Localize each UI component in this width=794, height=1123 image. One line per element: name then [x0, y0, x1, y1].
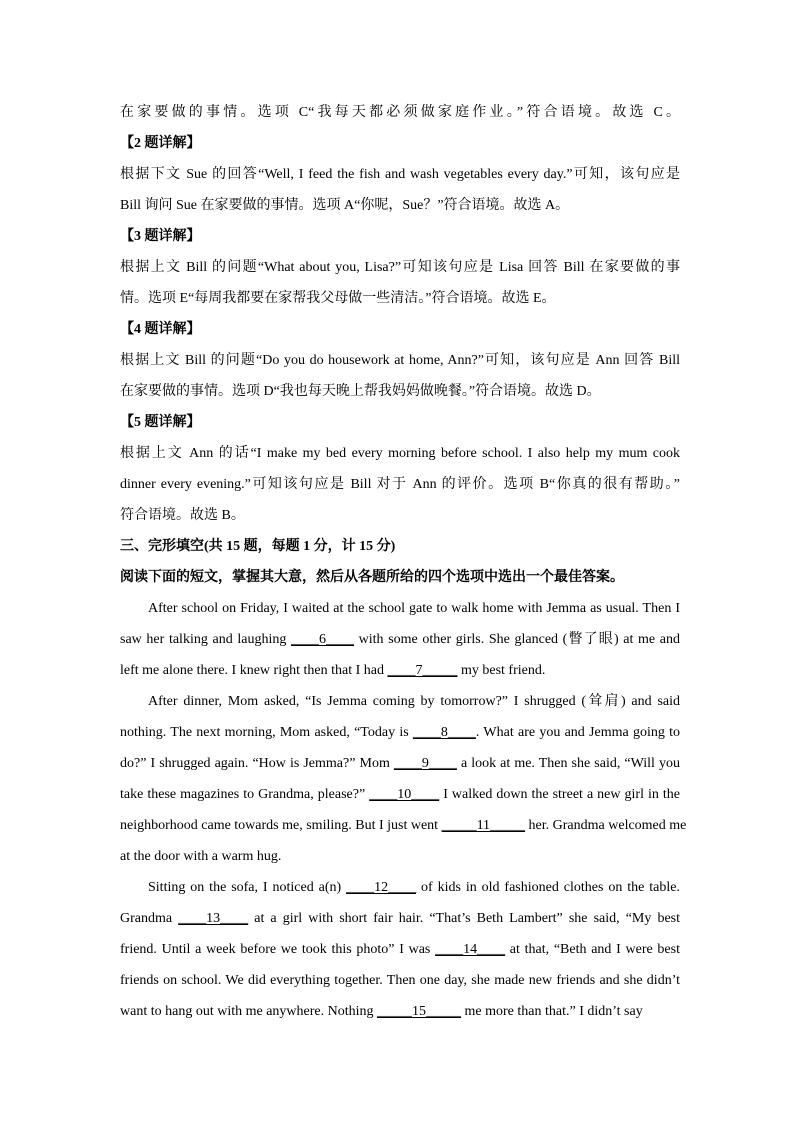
passage-text: me more than that.” I didn’t say: [461, 1004, 643, 1019]
blank-13: ____13____: [178, 911, 249, 926]
passage-text: my best friend.: [457, 663, 546, 678]
blank-11: _____11_____: [441, 818, 526, 833]
passage-line: [120, 810, 687, 841]
blank-10: ____10____: [369, 787, 440, 802]
question-heading: 【2 题详解】: [120, 136, 201, 151]
explanation-line: 根据上文 Bill 的问题“Do you do housework at home, Ann?”可知，该句应是 Ann 回答 Bill: [120, 353, 680, 368]
question-heading: 【3 题详解】: [120, 229, 201, 244]
explanation-line: dinner every evening.”可知该句应是 Bill 对于 Ann 的评价。选项 B“你真的很有帮助。”: [120, 477, 680, 492]
passage-line: [120, 655, 680, 686]
passage-line: [120, 748, 680, 779]
passage-line: [120, 624, 680, 655]
passage-line: [120, 779, 680, 810]
passage-text: left me alone there. I knew right then that I had: [120, 663, 388, 678]
page-content: [120, 97, 687, 1027]
passage-text: neighborhood came towards me, smiling. But I just went: [120, 818, 442, 833]
blank-6: ____6____: [291, 632, 354, 647]
passage-text: Sitting on the sofa, I noticed a(n): [148, 880, 347, 895]
passage-text: do?” I shrugged again. “How is Jemma?” Mom: [120, 756, 394, 771]
explanation-line: 根据下文 Sue 的回答“Well, I feed the fish and wash vegetables every day.”可知，该句应是: [120, 167, 680, 182]
explanation-line: 情。选项 E“每周我都要在家帮我父母做一些清洁。”符合语境。故选 E。: [120, 291, 556, 306]
passage-text: nothing. The next morning, Mom asked, “Today is: [120, 725, 413, 740]
passage-text: Grandma: [120, 911, 179, 926]
passage-text: a look at me. Then she said, “Will you: [456, 756, 680, 771]
blank-8: ____8____: [412, 725, 476, 740]
passage-line: [120, 996, 680, 1027]
passage-line: at the door with a warm hug.: [120, 849, 282, 864]
passage-line: After school on Friday, I waited at the school gate to walk home with Jemma as usual. Then I: [148, 601, 680, 616]
passage-text: want to hang out with me anywhere. Nothing: [120, 1004, 378, 1019]
section-title: 三、完形填空(共 15 题，每题 1 分，计 15 分): [120, 539, 396, 554]
question-heading: 【4 题详解】: [120, 322, 201, 337]
passage-line: [120, 934, 680, 965]
passage-line: friends on school. We did everything together. Then one day, she made new friends and she didn’t: [120, 973, 680, 988]
blank-15: _____15_____: [377, 1004, 462, 1019]
explanation-line: 在家要做的事情。选项 C“我每天都必须做家庭作业。”符合语境。故选 C。: [120, 105, 680, 120]
blank-9: ____9____: [393, 756, 457, 771]
blank-7: ____7_____: [387, 663, 458, 678]
passage-text: of kids in old fashioned clothes on the table.: [416, 880, 680, 895]
passage-text: saw her talking and laughing: [120, 632, 291, 647]
passage-text: her. Grandma welcomed me: [525, 818, 687, 833]
blank-14: ____14____: [435, 942, 506, 957]
passage-text: at a girl with short fair hair. “That’s Beth Lambert” she said, “My best: [248, 911, 681, 926]
explanation-line: 根据上文 Ann 的话“I make my bed every morning before school. I also help my mum cook: [120, 446, 680, 461]
passage-line: [120, 872, 680, 903]
explanation-line: 根据上文 Bill 的问题“What about you, Lisa?”可知该句应是 Lisa 回答 Bill 在家要做的事: [120, 260, 680, 275]
passage-text: take these magazines to Grandma, please?”: [120, 787, 370, 802]
passage-line: [120, 903, 680, 934]
explanation-line: Bill 询问 Sue 在家要做的事情。选项 A“你呢，Sue？”符合语境。故选 A。: [120, 198, 570, 213]
passage-text: at that, “Beth and I were best: [505, 942, 680, 957]
blank-12: ____12____: [346, 880, 417, 895]
question-heading: 【5 题详解】: [120, 415, 201, 430]
passage-text: I walked down the street a new girl in the: [439, 787, 680, 802]
explanation-line: 在家要做的事情。选项 D“我也每天晚上帮我妈妈做晚餐。”符合语境。故选 D。: [120, 384, 601, 399]
explanation-line: 符合语境。故选 B。: [120, 508, 245, 523]
passage-line: [120, 717, 680, 748]
section-instructions: 阅读下面的短文，掌握其大意，然后从各题所给的四个选项中选出一个最佳答案。: [120, 570, 624, 585]
passage-line: After dinner, Mom asked, “Is Jemma coming by tomorrow?” I shrugged (耸肩) and said: [148, 694, 680, 709]
passage-text: . What are you and Jemma going to: [475, 725, 680, 740]
passage-text: with some other girls. She glanced (瞥了眼) at me and: [354, 632, 680, 647]
passage-text: friend. Until a week before we took this photo” I was: [120, 942, 436, 957]
